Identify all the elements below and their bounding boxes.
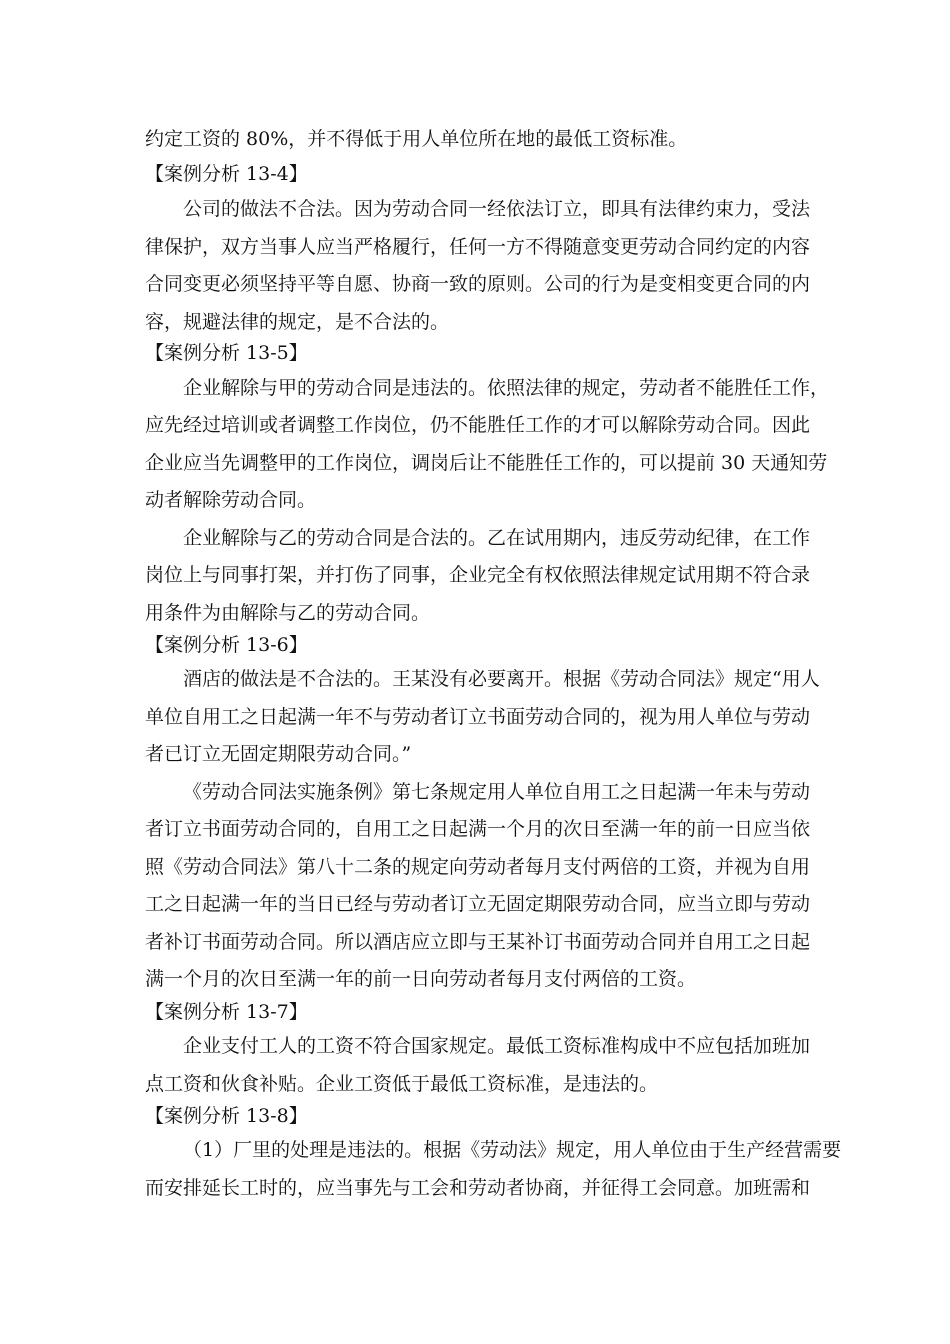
- paragraph-line: 律保护，双方当事人应当严格履行，任何一方不得随意变更劳动合同约定的内容: [145, 236, 811, 258]
- paragraph-line: 容，规避法律的规定，是不合法的。: [145, 311, 450, 333]
- paragraph-line: 岗位上与同事打架，并打伤了同事，企业完全有权依照法律规定试用期不符合录: [145, 564, 811, 586]
- paragraph-line: 企业解除与乙的劳动合同是合法的。乙在试用期内，违反劳动纪律，在工作: [183, 527, 811, 549]
- paragraph-line: 企业解除与甲的劳动合同是违法的。依照法律的规定，劳动者不能胜任工作，: [183, 377, 830, 399]
- paragraph-line: 工之日起满一年的当日已经与劳动者订立无固定期限劳动合同，应当立即与劳动: [145, 893, 811, 915]
- paragraph-line: 满一个月的次日至满一年的前一日向劳动者每月支付两倍的工资。: [145, 968, 697, 990]
- paragraph-line: （1）厂里的处理是违法的。根据《劳动法》规定，用人单位由于生产经营需要: [183, 1139, 842, 1161]
- paragraph-line: 单位自用工之日起满一年不与劳动者订立书面劳动合同的，视为用人单位与劳动: [145, 706, 811, 728]
- paragraph-line: 而安排延长工时的，应当事先与工会和劳动者协商，并征得工会同意。加班需和: [145, 1177, 811, 1199]
- paragraph-line: 者补订书面劳动合同。所以酒店应立即与王某补订书面劳动合同并自用工之日起: [145, 931, 811, 953]
- paragraph-line: 酒店的做法是不合法的。王某没有必要离开。根据《劳动合同法》规定“用人: [183, 668, 820, 690]
- paragraph-line: 公司的做法不合法。因为劳动合同一经依法订立，即具有法律约束力，受法: [183, 198, 811, 220]
- section-heading-13-5: 【案例分析 13-5】: [145, 342, 308, 364]
- paragraph-line: 《劳动合同法实施条例》第七条规定用人单位自用工之日起满一年未与劳动: [183, 781, 811, 803]
- paragraph-line: 用条件为由解除与乙的劳动合同。: [145, 602, 431, 624]
- paragraph-line: 合同变更必须坚持平等自愿、协商一致的原则。公司的行为是变相变更合同的内: [145, 273, 811, 295]
- paragraph-line: 动者解除劳动合同。: [145, 489, 317, 511]
- section-heading-13-8: 【案例分析 13-8】: [145, 1105, 308, 1127]
- paragraph-line: 者订立书面劳动合同的，自用工之日起满一个月的次日至满一年的前一日应当依: [145, 818, 811, 840]
- paragraph-line: 企业支付工人的工资不符合国家规定。最低工资标准构成中不应包括加班加: [183, 1035, 811, 1057]
- paragraph-line: 者已订立无固定期限劳动合同。”: [145, 743, 412, 765]
- paragraph-line: 企业应当先调整甲的工作岗位，调岗后让不能胜任工作的，可以提前 30 天通知劳: [145, 452, 828, 474]
- paragraph-line: 点工资和伙食补贴。企业工资低于最低工资标准，是违法的。: [145, 1073, 659, 1095]
- section-heading-13-6: 【案例分析 13-6】: [145, 634, 308, 656]
- continuation-text: 约定工资的 80%，并不得低于用人单位所在地的最低工资标准。: [145, 128, 688, 150]
- section-heading-13-7: 【案例分析 13-7】: [145, 1001, 308, 1023]
- paragraph-line: 应先经过培训或者调整工作岗位，仍不能胜任工作的才可以解除劳动合同。因此: [145, 414, 811, 436]
- section-heading-13-4: 【案例分析 13-4】: [145, 163, 308, 185]
- paragraph-line: 照《劳动合同法》第八十二条的规定向劳动者每月支付两倍的工资，并视为自用: [145, 856, 811, 878]
